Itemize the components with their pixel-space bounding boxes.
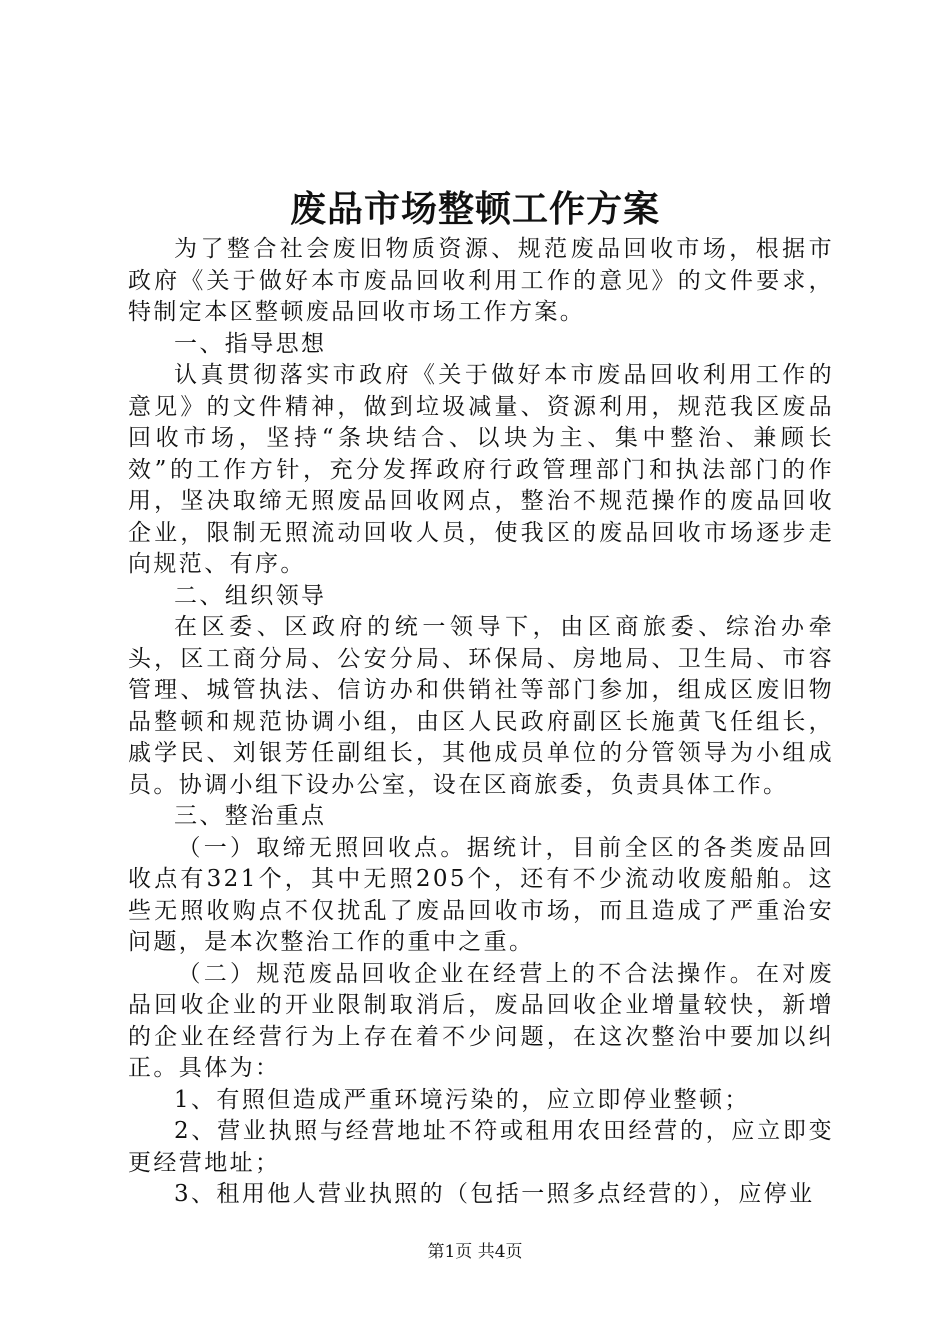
list-item-2: 2、营业执照与经营地址不符或租用农田经营的，应立即变更经营地址；: [128, 1118, 834, 1176]
intro-paragraph: 为了整合社会废旧物质资源、规范废品回收市场，根据市政府《关于做好本市废品回收利用工作的意见》的文件要求，特制定本区整顿废品回收市场工作方案。: [128, 236, 834, 325]
list-item-3: 3、租用他人营业执照的（包括一照多点经营的），应停业: [174, 1181, 815, 1207]
organization-paragraph: 在区委、区政府的统一领导下，由区商旅委、综治办牵头，区工商分局、公安分局、环保局、房地局、卫生局、市容管理、城管执法、信访办和供销社等部门参加，组成区废旧物品整顿和规范协调小组，由区人民政府副区长施黄飞任组长，戚学民、刘银芳任副组长，其他成员单位的分管领导为小组成员。协调小组下设办公室，设在区商旅委，负责具体工作。: [128, 614, 834, 798]
key-point-1-paragraph: （一）取缔无照回收点。据统计，目前全区的各类废品回收点有321个，其中无照205个，还有不少流动收废船舶。这些无照收购点不仅扰乱了废品回收市场，而且造成了严重治安问题，是本次整治工作的重中之重。: [128, 834, 834, 955]
page-number-footer: 第1页 共4页: [427, 1242, 523, 1262]
list-item-1: 1、有照但造成严重环境污染的，应立即停业整顿；: [174, 1086, 750, 1113]
section-heading-guiding-thought: 一、指导思想: [174, 330, 327, 357]
key-point-2-paragraph: （二）规范废品回收企业在经营上的不合法操作。在对废品回收企业的开业限制取消后，废品回收企业增量较快，新增的企业在经营行为上存在着不少问题，在这次整治中要加以纠正。具体为：: [128, 960, 834, 1081]
section-heading-organization: 二、组织领导: [174, 582, 327, 609]
document-title: 废品市场整顿工作方案: [289, 188, 660, 230]
section-heading-key-points: 三、整治重点: [174, 803, 327, 829]
guiding-thought-paragraph: 认真贯彻落实市政府《关于做好本市废品回收利用工作的意见》的文件精神，做到垃圾减量、资源利用，规范我区废品回收市场，坚持“条块结合、以块为主、集中整治、兼顾长效”的工作方针，充分发挥政府行政管理部门和执法部门的作用，坚决取缔无照废品回收网点，整治不规范操作的废品回收企业，限制无照流动回收人员，使我区的废品回收市场逐步走向规范、有序。: [128, 362, 834, 577]
document-body: [128, 234, 834, 1211]
